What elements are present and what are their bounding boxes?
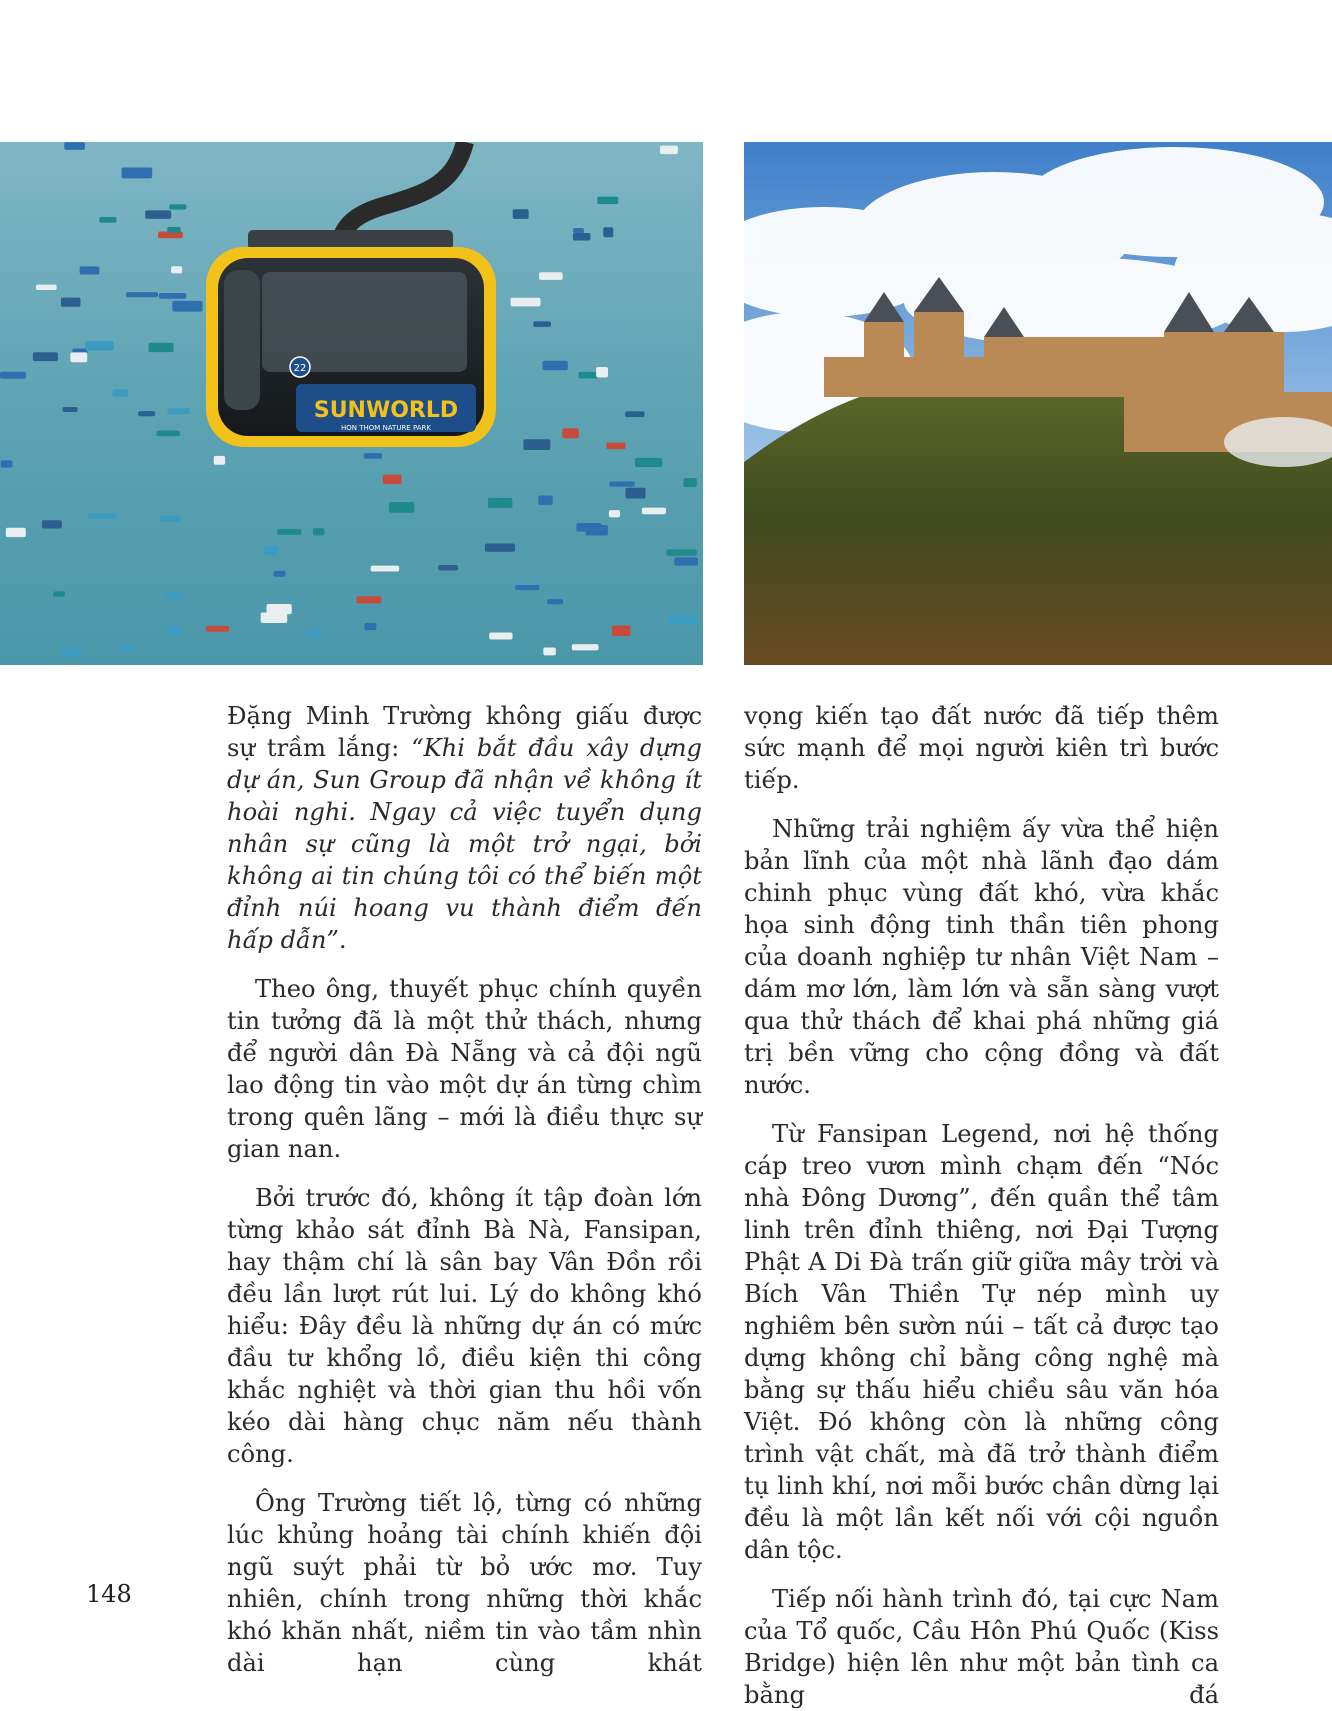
boat <box>364 623 376 630</box>
boat <box>562 428 578 438</box>
boat <box>214 456 225 465</box>
boat <box>597 197 618 205</box>
boat <box>122 168 153 179</box>
boat <box>668 615 697 624</box>
article-column-right <box>744 700 1219 1711</box>
boat <box>138 411 155 416</box>
boat <box>572 644 599 650</box>
boat <box>85 341 113 350</box>
boat <box>148 343 173 352</box>
boat <box>62 407 77 412</box>
boat <box>1 460 13 467</box>
boat <box>523 439 550 450</box>
boat <box>543 648 556 656</box>
mountain-castle-illustration <box>744 142 1332 665</box>
boat <box>166 626 181 635</box>
paragraph: Những trải nghiệm ấy vừa thể hiện bản lĩnh của một nhà lãnh đạo dám chinh phục vùng đất khó, vừa khắc họa sinh động tinh thần tiên phong của doanh nghiệp tư nhân Việt Nam – dám mơ lớn, làm lớn và sẵn sàng vượt qua thử thách để khai phá những giá trị bền vững cho cộng đồng và đất nước. <box>744 815 1219 1099</box>
boat <box>171 266 182 273</box>
boat <box>625 411 644 417</box>
boat <box>313 528 324 535</box>
boat <box>53 591 65 596</box>
boat <box>80 266 100 274</box>
boat <box>6 528 26 537</box>
boat <box>547 599 563 604</box>
paragraph: Ông Trường tiết lộ, từng có những lúc khủng hoảng tài chính khiến đội ngũ suýt phải từ bỏ ước mơ. Tuy nhiên, chính trong những thời khắc khó khăn nhất, niềm tin vào tầm nhìn dài hạn cùng khát <box>227 1489 702 1677</box>
boat <box>513 209 529 219</box>
boat <box>573 233 591 241</box>
boat <box>609 482 634 487</box>
boat <box>438 565 458 570</box>
boat <box>660 146 678 155</box>
boat <box>156 430 179 436</box>
boat <box>160 516 181 522</box>
boat <box>0 372 26 379</box>
boat <box>364 453 382 459</box>
cabin-number: 22 <box>293 363 307 374</box>
boat <box>113 389 129 396</box>
boat <box>159 293 186 299</box>
boat <box>533 321 551 326</box>
boat <box>485 544 515 552</box>
boat <box>118 645 138 651</box>
boat <box>579 372 599 379</box>
boat <box>606 443 625 450</box>
boat <box>36 285 57 290</box>
boat <box>542 361 567 371</box>
boat <box>62 647 82 657</box>
boat <box>99 217 116 223</box>
cable-car-photo <box>0 142 703 665</box>
boat <box>277 529 301 535</box>
boat <box>612 625 630 636</box>
boat <box>667 549 697 555</box>
boat <box>307 629 321 637</box>
boat <box>64 142 85 150</box>
quote-end: . <box>338 926 347 954</box>
paragraph: Từ Fansipan Legend, nơi hệ thống cáp treo vươn mình chạm đến “Nóc nhà Đông Dương”, đến quần thể tâm linh trên đỉnh thiêng, nơi Đại Tượng Phật A Di Đà trấn giữ giữa mây trời và Bích Vân Thiền Tự nép mình uy nghiêm bên sườn núi – tất cả được tạo dựng không chỉ bằng công nghệ mà bằng sự thấu hiểu chiều sâu văn hóa Việt. Đó không còn là những công trình vật chất, mà đã trở thành điểm tụ linh khí, nơi mỗi bước chân dừng lại đều là một lần kết nối với cội nguồn dân tộc. <box>744 1120 1219 1564</box>
sunworld-sub-label: HON THOM NATURE PARK <box>341 424 431 432</box>
boat <box>167 408 190 414</box>
boat <box>515 585 539 590</box>
boat <box>488 498 513 508</box>
boat <box>573 228 584 233</box>
boat <box>635 458 662 467</box>
article-column-left <box>227 700 702 1679</box>
boat <box>33 352 58 361</box>
boat <box>70 352 87 362</box>
boat <box>42 520 62 528</box>
boat <box>683 478 696 487</box>
quote-lead-in: Đặng Minh Trường không giấu được sự trầm lắng: <box>227 702 702 762</box>
boat <box>145 210 171 219</box>
boat <box>172 301 202 312</box>
boat <box>625 488 645 499</box>
boat <box>489 632 512 639</box>
boat <box>169 204 186 209</box>
boat <box>609 510 620 517</box>
cable-car-illustration <box>0 142 703 665</box>
paragraph: Tiếp nối hành trình đó, tại cực Nam của Tổ quốc, Cầu Hôn Phú Quốc (Kiss Bridge) hiện lên như một bản tình ca bằng đá <box>744 1585 1219 1709</box>
quote-text: “Khi bắt đầu xây dựng dự án, Sun Group đã nhận về không ít hoài nghi. Ngay cả việc tuyển dụng nhân sự cũng là một trở ngại, bởi không ai tin chúng tôi có thể biến một đỉnh núi hoang vu thành điểm đến hấp dẫn” <box>227 734 703 954</box>
boat <box>389 502 414 513</box>
mountain-castle-photo <box>744 142 1332 665</box>
boat <box>88 514 117 519</box>
boat <box>273 571 285 577</box>
boat <box>596 367 608 377</box>
boat <box>642 508 666 515</box>
paragraph: Bởi trước đó, không ít tập đoàn lớn từng khảo sát đỉnh Bà Nà, Fansipan, hay thậm chí là sân bay Vân Đồn rồi đều lần lượt rút lui. Lý do không khó hiểu: Đây đều là những dự án có mức đầu tư khổng lồ, điều kiện thi công khắc nghiệt và thời gian thu hồi vốn kéo dài hàng chục năm nếu thành công. <box>227 1184 702 1468</box>
boat <box>167 227 180 233</box>
boat <box>371 566 400 572</box>
sunworld-logo: SUNWORLD <box>313 398 459 423</box>
boat <box>356 596 381 603</box>
boat <box>267 604 292 614</box>
boat <box>383 475 402 485</box>
boat <box>165 593 185 599</box>
boat <box>576 523 601 532</box>
boat <box>265 545 279 555</box>
boat <box>206 626 229 632</box>
boat <box>61 298 81 307</box>
boat <box>126 292 158 297</box>
paragraph: vọng kiến tạo đất nước đã tiếp thêm sức mạnh để mọi người kiên trì bước tiếp. <box>744 702 1219 794</box>
page-number: 148 <box>86 1580 132 1608</box>
boat <box>539 272 563 280</box>
boat <box>674 557 698 565</box>
boat <box>511 298 541 307</box>
paragraph <box>227 700 702 956</box>
paragraph: Theo ông, thuyết phục chính quyền tin tưởng đã là một thử thách, nhưng để người dân Đà Nẵng và cả đội ngũ lao động tin vào một dự án từng chìm trong quên lãng – mới là điều thực sự gian nan. <box>227 975 702 1163</box>
boat <box>603 227 613 237</box>
boat <box>538 495 552 504</box>
